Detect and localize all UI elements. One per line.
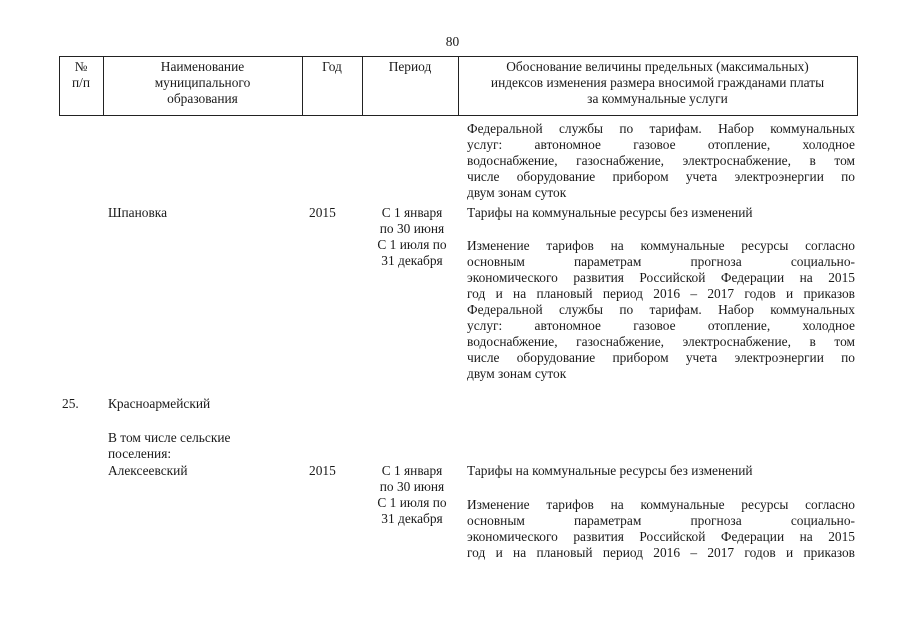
text-line: двум зонам суток (467, 185, 567, 200)
text-line: водоснабжение, газоснабжение, электроснабжение, в том (467, 153, 855, 168)
basis-line: экономического развития Российской Федерации на 2015 (467, 529, 855, 544)
basis-line: основным параметрам прогноза социально- (467, 513, 855, 528)
basis-line: год и на плановый период 2016 – 2017 годов и приказов (467, 545, 855, 560)
basis-line: двум зонам суток (467, 366, 567, 381)
header-num: № п/п (71, 59, 91, 90)
basis-line: Тарифы на коммунальные ресурсы без изменений (467, 205, 753, 220)
basis-line: водоснабжение, газоснабжение, электроснабжение, в том (467, 334, 855, 349)
row-number: 25. (62, 396, 79, 411)
period-cell: С 1 января по 30 июня С 1 июля по 31 декабря (377, 463, 447, 526)
text-line: услуг: автономное газовое отопление, холодное (467, 137, 855, 152)
basis-line: Федеральной службы по тарифам. Набор коммунальных (467, 302, 855, 317)
basis-line: услуг: автономное газовое отопление, холодное (467, 318, 855, 333)
year-cell: 2015 (309, 205, 336, 220)
basis-line: Тарифы на коммунальные ресурсы без изменений (467, 463, 753, 478)
basis-line: экономического развития Российской Федерации на 2015 (467, 270, 855, 285)
basis-line: Изменение тарифов на коммунальные ресурсы согласно (467, 497, 855, 512)
header-year: Год (322, 59, 342, 74)
text-line: числе оборудование прибором учета электроэнергии по (467, 169, 855, 184)
basis-line: числе оборудование прибором учета электроэнергии по (467, 350, 855, 365)
header-right-border (857, 56, 858, 116)
municipality-name: Шпановка (108, 205, 168, 220)
basis-line: год и на плановый период 2016 – 2017 годов и приказов (467, 286, 855, 301)
header-period: Период (388, 59, 432, 74)
header-basis: Обоснование величины предельных (максимальных) индексов изменения размера вносимой гражданами платы за коммунальные услуги (490, 59, 825, 106)
header-name: Наименование муниципального образования (154, 59, 251, 106)
municipality-name: Красноармейский (108, 396, 211, 411)
table-header (59, 56, 858, 116)
basis-line: Изменение тарифов на коммунальные ресурсы согласно (467, 238, 855, 253)
text-line: Федеральной службы по тарифам. Набор коммунальных (467, 121, 855, 136)
year-cell: 2015 (309, 463, 336, 478)
basis-line: основным параметрам прогноза социально- (467, 254, 855, 269)
page-number: 80 (445, 34, 460, 49)
municipality-name: Алексеевский (108, 463, 188, 478)
period-cell: С 1 января по 30 июня С 1 июля по 31 декабря (377, 205, 447, 268)
subheading: В том числе сельские поселения: (108, 430, 231, 461)
